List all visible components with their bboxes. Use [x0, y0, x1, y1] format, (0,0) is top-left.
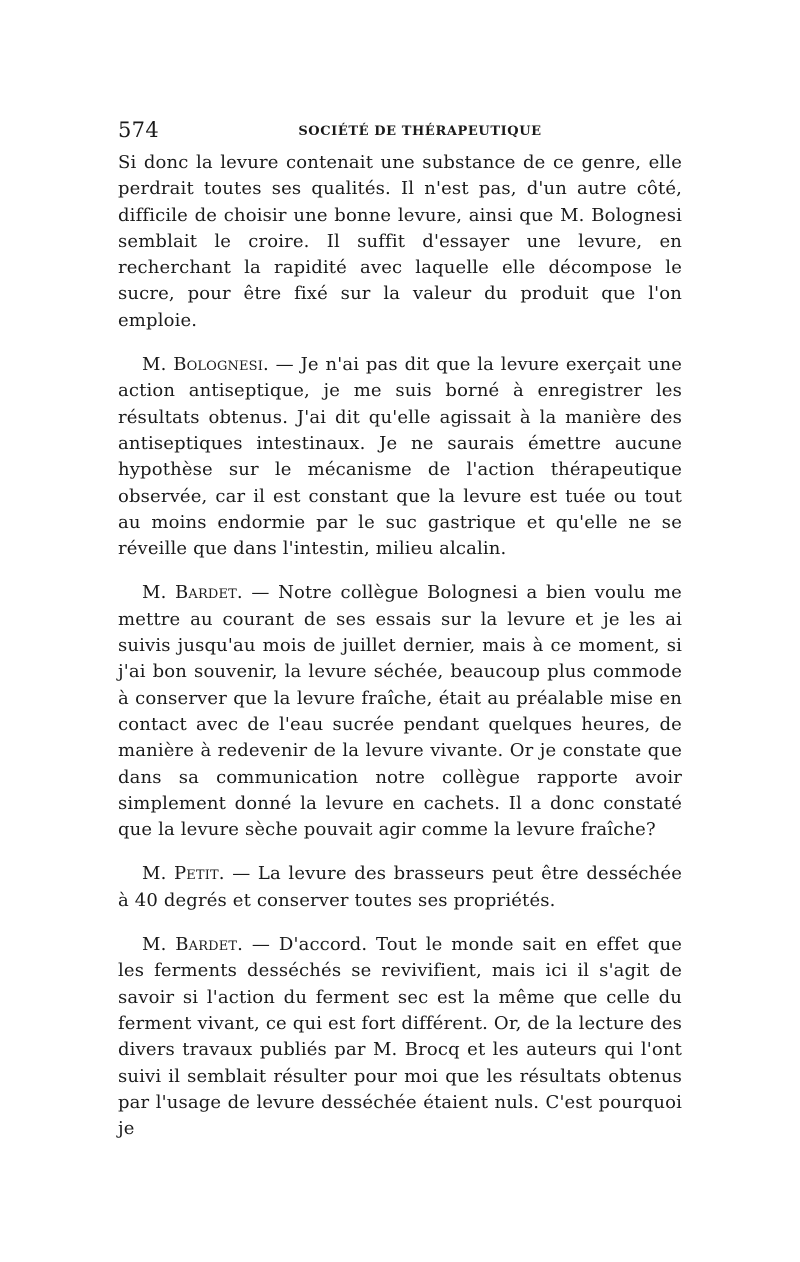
paragraph — [118, 352, 682, 562]
paragraph — [118, 861, 682, 914]
paragraph-text: — La levure des brasseurs peut être desséchée à 40 degrés et conserver toutes ses propriétés. — [118, 863, 682, 911]
page-header — [118, 118, 682, 150]
paragraph — [118, 150, 682, 334]
speaker-name: M. Bardet. — [142, 582, 243, 604]
book-page — [118, 118, 682, 1142]
paragraph-text: — Notre collègue Bolognesi a bien voulu me mettre au courant de ses essais sur la levure et je les ai suivis jusqu'au mois de juillet dernier, mais à ce moment, si j'ai bon souvenir, la levure séchée, beaucoup plus commode à conserver que la levure fraîche, était au préalable mise en contact avec de l'eau sucrée pendant quelques heures, de manière à redevenir de la levure vivante. Or je constate que dans sa communication notre collègue rapporte avoir simplement donné la levure en cachets. Il a donc constaté que la levure sèche pouvait agir comme la levure fraîche? — [118, 582, 682, 841]
paragraph-text: Si donc la levure contenait une substance de ce genre, elle perdrait toutes ses qualités. Il n'est pas, d'un autre côté, difficile de choisir une bonne levure, ainsi que M. Bolognesi semblait le croire. Il suffit d'essayer une levure, en recherchant la rapidité avec laquelle elle décompose le sucre, pour être fixé sur la valeur du produit que l'on emploie. — [118, 152, 682, 331]
running-title: SOCIÉTÉ DE THÉRAPEUTIQUE — [298, 124, 542, 139]
speaker-name: M. Petit. — [142, 863, 225, 885]
paragraph — [118, 932, 682, 1142]
paragraph — [118, 580, 682, 843]
speaker-name: M. Bardet. — [142, 934, 244, 956]
page-number: 574 — [118, 118, 159, 142]
paragraph-text: — Je n'ai pas dit que la levure exerçait une action antiseptique, je me suis borné à enregistrer les résultats obtenus. J'ai dit qu'elle agissait à la manière des antiseptiques intestinaux. Je ne saurais émettre aucune hypothèse sur le mécanisme de l'action thérapeutique observée, car il est constant que la levure est tuée ou tout au moins endormie par le suc gastrique et qu'elle ne se réveille que dans l'intestin, milieu alcalin. — [118, 354, 682, 560]
paragraph-text: — D'accord. Tout le monde sait en effet que les ferments desséchés se revivifient, mais ici il s'agit de savoir si l'action du ferment sec est la même que celle du ferment vivant, ce qui est fort différent. Or, de la lecture des divers travaux publiés par M. Brocq et les auteurs qui l'ont suivi il semblait résulter pour moi que les résultats obtenus par l'usage de levure desséchée étaient nuls. C'est pourquoi je — [118, 934, 682, 1140]
speaker-name: M. Bolognesi. — [142, 354, 269, 376]
